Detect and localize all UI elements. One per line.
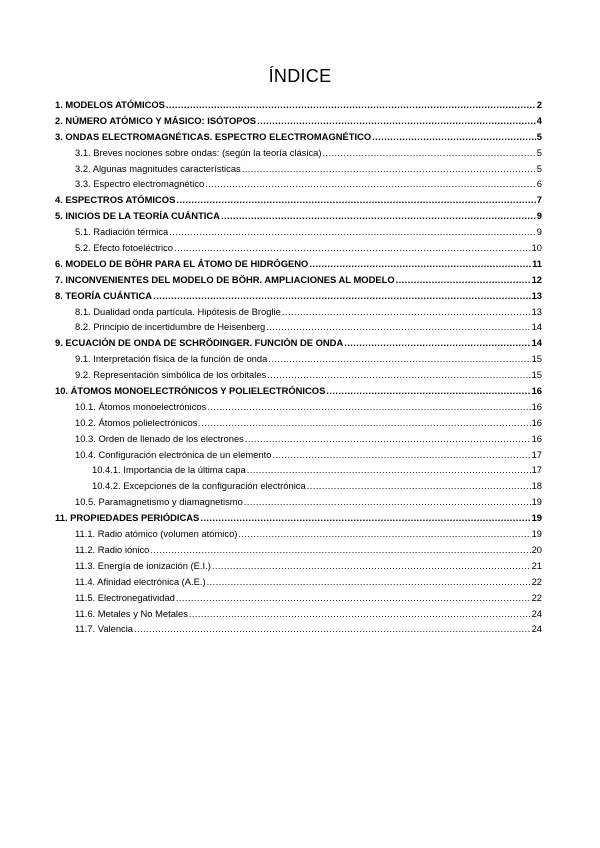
toc-entry[interactable] — [55, 304, 542, 320]
toc-entry-label: 8.2. Principio de incertidumbre de Heisenberg — [75, 321, 266, 333]
toc-entry[interactable] — [55, 399, 542, 415]
toc-dot-leader — [257, 113, 536, 129]
toc-entry-label: 10.2. Átomos polielectrónicos — [75, 416, 198, 428]
toc-entry-page-number: 13 — [531, 289, 542, 301]
toc-entry[interactable] — [55, 367, 542, 383]
toc-entry-page-number: 16 — [531, 416, 542, 428]
toc-dot-leader — [372, 129, 536, 145]
toc-entry-page-number: 6 — [536, 178, 542, 190]
toc-entry-label: 11.1. Radio atómico (volumen atómico) — [75, 528, 238, 540]
toc-entry-label: 9. ECUACIÓN DE ONDA DE SCHRÖDINGER. FUNCIÓN DE ONDA — [55, 337, 344, 349]
toc-entry-label: 10.4. Configuración electrónica de un elemento — [75, 448, 272, 460]
toc-dot-leader — [150, 542, 530, 558]
toc-entry[interactable] — [55, 542, 542, 558]
toc-entry-label: 1. MODELOS ATÓMICOS — [55, 99, 165, 110]
toc-entry-label: 3.3. Espectro electromagnético — [75, 178, 205, 190]
toc-entry-label: 10.4.1. Importancia de la última capa — [92, 464, 246, 476]
toc-entry[interactable] — [55, 145, 542, 161]
toc-entry[interactable] — [55, 161, 542, 177]
toc-dot-leader — [221, 208, 536, 224]
toc-entry[interactable] — [55, 256, 542, 272]
toc-entry-page-number: 15 — [531, 369, 542, 381]
toc-entry-page-number: 15 — [531, 353, 542, 365]
toc-entry-page-number: 7 — [536, 194, 542, 206]
toc-dot-leader — [307, 478, 531, 494]
toc-dot-leader — [207, 399, 530, 415]
toc-entry-page-number: 17 — [531, 448, 542, 460]
toc-entry-page-number: 9 — [536, 226, 542, 238]
toc-dot-leader — [282, 304, 531, 320]
toc-entry[interactable] — [55, 176, 542, 192]
toc-entry-page-number: 13 — [531, 305, 542, 317]
toc-entry-page-number: 18 — [531, 480, 542, 492]
toc-entry-page-number: 11 — [532, 257, 542, 269]
toc-dot-leader — [247, 462, 531, 478]
toc-entry[interactable] — [55, 431, 542, 447]
toc-entry-label: 3.2. Algunas magnitudes características — [75, 162, 241, 174]
toc-entry-page-number: 5 — [536, 130, 542, 142]
toc-entry-label: 11.2. Radio iónico — [75, 543, 150, 555]
toc-entry-label: 3.1. Breves nociones sobre ondas: (según la teoría clásica) — [75, 146, 322, 158]
toc-entry[interactable] — [55, 240, 542, 256]
toc-dot-leader — [238, 526, 530, 542]
toc-dot-leader — [207, 574, 531, 590]
toc-dot-leader — [176, 192, 535, 208]
toc-entry[interactable] — [55, 590, 542, 606]
toc-entry-label: 11.6. Metales y No Metales — [75, 607, 188, 619]
toc-dot-leader — [266, 319, 530, 335]
toc-dot-leader — [323, 145, 536, 161]
toc-entry[interactable] — [55, 526, 542, 542]
toc-entry-page-number: 14 — [531, 337, 542, 349]
toc-dot-leader — [198, 415, 530, 431]
toc-dot-leader — [309, 256, 531, 272]
toc-entry[interactable] — [55, 351, 542, 367]
toc-entry-page-number: 19 — [531, 496, 542, 508]
toc-entry-label: 10.4.2. Excepciones de la configuración electrónica — [92, 480, 306, 492]
toc-entry[interactable] — [55, 224, 542, 240]
toc-entry-label: 11.4. Afinidad electrónica (A.E.) — [75, 575, 206, 587]
toc-dot-leader — [242, 161, 536, 177]
toc-entry[interactable] — [55, 494, 542, 510]
toc-entry-page-number: 16 — [531, 400, 542, 412]
toc-entry-page-number: 21 — [531, 559, 542, 571]
toc-dot-leader — [205, 176, 536, 192]
toc-title: ÍNDICE — [268, 66, 332, 86]
toc-entry-label: 10. ÁTOMOS MONOELECTRÓNICOS Y POLIELECTRÓNICOS — [55, 385, 326, 397]
toc-entry-page-number: 17 — [531, 464, 542, 476]
toc-entry-page-number: 16 — [531, 385, 542, 397]
toc-entry[interactable] — [55, 192, 542, 208]
toc-entry[interactable] — [55, 462, 542, 478]
toc-entry[interactable] — [55, 606, 542, 622]
toc-dot-leader — [200, 510, 530, 526]
toc-entry[interactable] — [55, 415, 542, 431]
toc-dot-leader — [174, 240, 531, 256]
toc-entry-page-number: 5 — [536, 146, 542, 158]
toc-entry-page-number: 16 — [531, 432, 542, 444]
toc-dot-leader — [166, 97, 536, 113]
toc-entry[interactable] — [55, 574, 542, 590]
toc-entry-label: 8.1. Dualidad onda partícula. Hipótesis de Broglie — [75, 305, 281, 317]
toc-dot-leader — [169, 224, 536, 240]
toc-entry-page-number: 2 — [536, 99, 542, 110]
toc-dot-leader — [212, 558, 531, 574]
toc-entry[interactable] — [55, 208, 542, 224]
toc-dot-leader — [396, 272, 531, 288]
toc-entry-page-number: 12 — [531, 273, 542, 285]
toc-dot-leader — [176, 590, 531, 606]
toc-list — [55, 97, 542, 637]
toc-entry[interactable] — [55, 510, 542, 526]
toc-entry-label: 9.1. Interpretación física de la función de onda — [75, 353, 268, 365]
toc-dot-leader — [267, 367, 530, 383]
toc-entry-label: 9.2. Representación simbólica de los orbitales — [75, 369, 267, 381]
toc-entry[interactable] — [55, 288, 542, 304]
toc-dot-leader — [244, 494, 531, 510]
toc-entry-label: 10.1. Átomos monoelectrónicos — [75, 400, 207, 412]
toc-entry-label: 7. INCONVENIENTES DEL MODELO DE BÖHR. AMPLIACIONES AL MODELO — [55, 273, 395, 285]
toc-entry-label: 10.5. Paramagnetismo y diamagnetismo — [75, 496, 243, 508]
toc-entry-page-number: 9 — [536, 210, 542, 222]
toc-entry-page-number: 14 — [531, 321, 542, 333]
toc-entry-label: 10.3. Orden de llenado de los electrones — [75, 432, 244, 444]
toc-dot-leader — [344, 335, 530, 351]
toc-entry-page-number: 10 — [531, 242, 542, 254]
toc-dot-leader — [153, 288, 531, 304]
toc-entry-page-number: 4 — [536, 114, 542, 126]
toc-entry-page-number: 5 — [536, 162, 542, 174]
toc-entry[interactable] — [55, 129, 542, 145]
toc-entry-page-number: 24 — [531, 607, 542, 619]
toc-entry[interactable] — [55, 97, 542, 113]
toc-entry-label: 11.7. Valencia — [75, 623, 134, 635]
toc-entry-label: 11.3. Energía de ionización (E.I.) — [75, 559, 211, 571]
toc-entry-page-number: 22 — [531, 591, 542, 603]
toc-entry-label: 3. ONDAS ELECTROMAGNÉTICAS. ESPECTRO ELECTROMAGNÉTICO — [55, 130, 372, 142]
toc-entry[interactable] — [55, 113, 542, 129]
toc-entry-label: 4. ESPECTROS ATÓMICOS — [55, 194, 176, 206]
toc-entry-page-number: 22 — [531, 575, 542, 587]
toc-entry-page-number: 19 — [531, 512, 542, 524]
toc-dot-leader — [134, 621, 531, 637]
toc-dot-leader — [326, 383, 530, 399]
toc-entry[interactable] — [55, 383, 542, 399]
toc-dot-leader — [189, 606, 531, 622]
toc-entry-label: 6. MODELO DE BÖHR PARA EL ÁTOMO DE HIDRÓGENO — [55, 257, 309, 269]
toc-entry-page-number: 24 — [531, 623, 542, 635]
toc-entry[interactable] — [55, 621, 542, 637]
toc-entry[interactable] — [55, 478, 542, 494]
toc-entry-label: 11. PROPIEDADES PERIÓDICAS — [55, 512, 200, 524]
toc-entry-label: 5. INICIOS DE LA TEORÍA CUÁNTICA — [55, 210, 220, 222]
toc-entry[interactable] — [55, 447, 542, 463]
toc-entry[interactable] — [55, 319, 542, 335]
toc-entry-label: 5.1. Radiación térmica — [75, 226, 169, 238]
toc-entry[interactable] — [55, 335, 542, 351]
toc-entry-page-number: 20 — [531, 543, 542, 555]
toc-entry-page-number: 19 — [531, 528, 542, 540]
toc-entry[interactable] — [55, 272, 542, 288]
toc-dot-leader — [272, 447, 530, 463]
toc-dot-leader — [245, 431, 531, 447]
toc-entry-label: 2. NÚMERO ATÓMICO Y MÁSICO: ISÓTOPOS — [55, 114, 257, 126]
toc-entry-label: 11.5. Electronegatividad — [75, 591, 175, 603]
toc-entry-label: 5.2. Efecto fotoeléctrico — [75, 242, 173, 254]
toc-dot-leader — [268, 351, 530, 367]
toc-entry[interactable] — [55, 558, 542, 574]
toc-entry-label: 8. TEORÍA CUÁNTICA — [55, 289, 153, 301]
